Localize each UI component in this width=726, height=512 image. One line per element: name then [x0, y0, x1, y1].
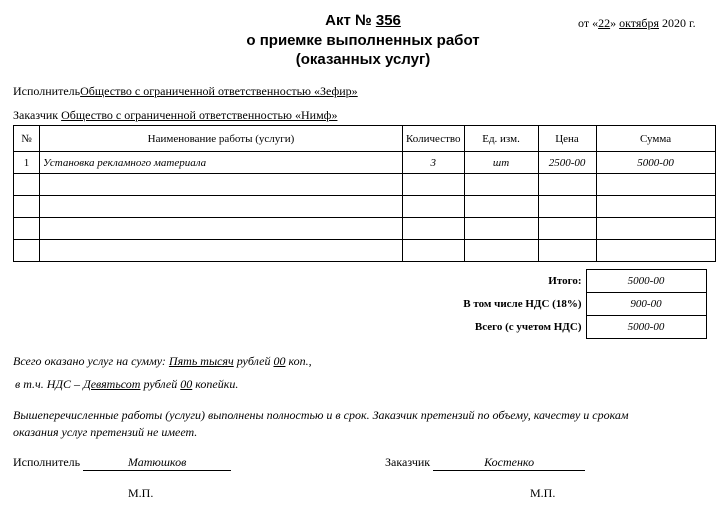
act-subtitle-1: о приемке выполненных работ	[246, 32, 480, 49]
header-price: Цена	[538, 126, 596, 152]
table-row	[14, 218, 716, 240]
act-date: от «22» октября 2020 г.	[578, 16, 696, 30]
customer-line	[13, 108, 337, 123]
totals-table	[440, 269, 707, 339]
customer-name: Общество с ограниченной ответственностью «Нимф»	[61, 108, 338, 122]
grand-total-label: Всего (с учетом НДС)	[474, 321, 582, 333]
summary-vat-words: Девятьсот	[83, 377, 141, 391]
header-quantity: Количество	[403, 126, 465, 152]
act-title-prefix: Акт №	[325, 12, 372, 29]
total-label: Итого:	[548, 275, 582, 287]
date-year: 2020 г.	[662, 16, 696, 30]
cell-unit: шт	[464, 152, 538, 174]
act-subtitle-2: (оказанных услуг)	[295, 51, 431, 68]
grand-total-value: 5000-00	[586, 316, 706, 339]
date-month: октября	[619, 16, 659, 30]
totals-row	[440, 316, 706, 339]
totals-row	[440, 293, 706, 316]
customer-stamp: М.П.	[530, 486, 556, 500]
executor-signature	[13, 455, 231, 471]
table-row	[14, 174, 716, 196]
table-row	[14, 240, 716, 262]
header-unit: Ед. изм.	[464, 126, 538, 152]
header-name: Наименование работы (услуги)	[40, 126, 403, 152]
executor-stamp: М.П.	[128, 486, 154, 500]
cell-sum: 5000-00	[596, 152, 715, 174]
act-number: 356	[375, 12, 401, 29]
customer-signature-label: Заказчик	[385, 455, 431, 469]
total-value: 5000-00	[586, 270, 706, 293]
works-table	[13, 125, 716, 262]
summary-line-1: Всего оказано услуг на сумму: Пять тысяч рублей 00 коп.,	[13, 354, 312, 368]
cell-price: 2500-00	[538, 152, 596, 174]
header-sum: Сумма	[596, 126, 715, 152]
cell-number: 1	[14, 152, 40, 174]
customer-signature	[385, 455, 585, 471]
summary-line-2: в т.ч. НДС – Девятьсот рублей 00 копейки.	[15, 377, 239, 391]
executor-line	[13, 84, 358, 99]
executor-signature-label: Исполнитель	[13, 455, 81, 469]
table-header-row	[14, 126, 716, 152]
customer-label: Заказчик	[13, 108, 59, 122]
customer-signature-name: Костенко	[433, 455, 585, 471]
summary-amount-words: Пять тысяч	[168, 354, 234, 368]
table-row	[14, 152, 716, 174]
table-row	[14, 196, 716, 218]
date-day: 22	[598, 16, 611, 30]
executor-signature-name: Матюшков	[83, 455, 231, 471]
executor-name: Общество с ограниченной ответственностью «Зефир»	[80, 84, 358, 98]
vat-value: 900-00	[586, 293, 706, 316]
cell-quantity: 3	[403, 152, 465, 174]
header-number: №	[14, 126, 40, 152]
statement-line-1: Вышеперечисленные работы (услуги) выполнены полностью и в срок. Заказчик претензий по объему, качеству и срокам	[13, 408, 629, 422]
vat-label: В том числе НДС (18%)	[463, 298, 582, 310]
statement-line-2: оказания услуг претензий не имеет.	[13, 425, 198, 439]
cell-name: Установка рекламного материала	[40, 152, 403, 174]
totals-row	[440, 270, 706, 293]
executor-label: Исполнитель	[13, 84, 81, 98]
